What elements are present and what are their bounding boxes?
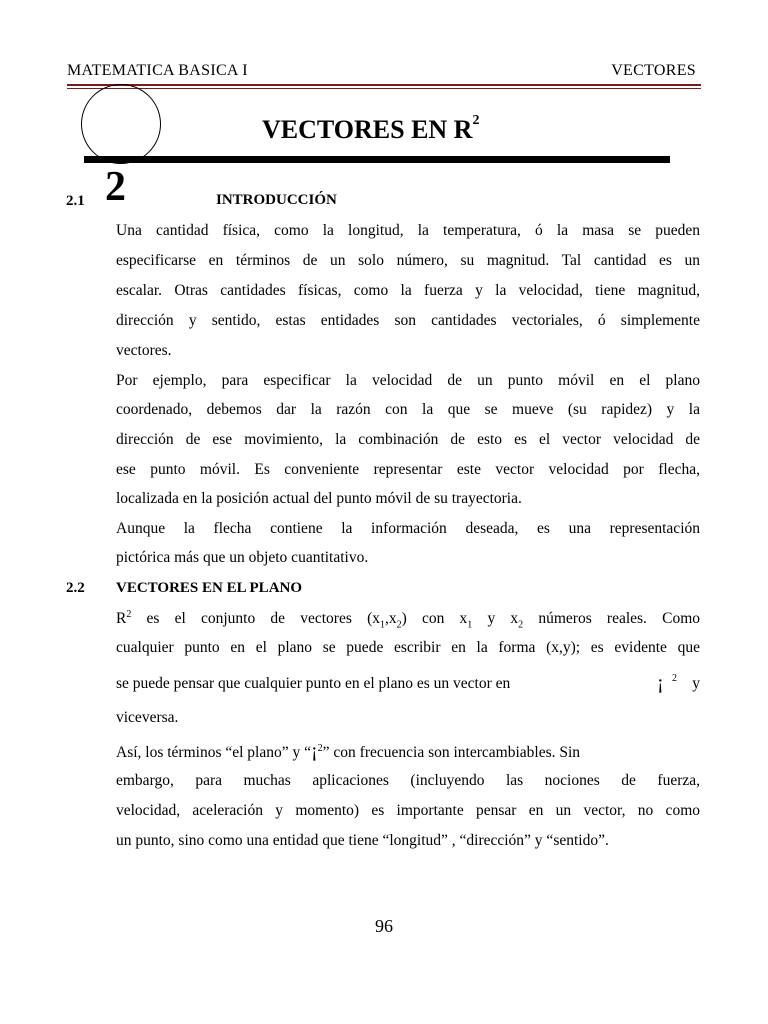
paragraph-line: vectores. — [116, 342, 172, 359]
text-run: y — [692, 675, 700, 692]
header-rule — [67, 84, 701, 86]
text-run: números reales. Como — [523, 610, 700, 628]
paragraph-line: cualquier punto en el plano se puede escribir en la forma (x,y); es evidente que — [116, 639, 700, 656]
chapter-number: 2 — [105, 164, 126, 210]
section-heading: VECTORES EN EL PLANO — [116, 580, 303, 596]
r2-symbol: ¡ — [657, 672, 664, 694]
paragraph-line: Por ejemplo, para especificar la velocidad de un punto móvil en el plano — [116, 372, 700, 389]
header-left: MATEMATICA BASICA I — [67, 62, 248, 79]
text-run: Así, los términos “el plano” y “ — [116, 744, 311, 761]
subscript: 1 — [379, 619, 385, 631]
paragraph-line: escalar. Otras cantidades físicas, como la fuerza y la velocidad, tiene magnitud, — [116, 282, 700, 299]
text-run: ” con frecuencia son intercambiables. Sin — [322, 744, 581, 761]
chapter-title — [262, 115, 479, 145]
section-heading: INTRODUCCIÓN — [216, 192, 337, 208]
subscript: 2 — [518, 619, 524, 631]
paragraph-line: pictórica más que un objeto cuantitativo. — [116, 549, 369, 566]
section-number: 2.1 — [66, 193, 85, 209]
subscript: 1 — [467, 619, 473, 631]
header-rule-thin — [67, 88, 701, 89]
paragraph-line: viceversa. — [116, 709, 179, 726]
paragraph-line — [116, 609, 700, 630]
superscript: 2 — [317, 742, 323, 754]
paragraph-line: un punto, sino como una entidad que tiene “longitud” , “dirección” y “sentido”. — [116, 832, 609, 849]
paragraph-line: localizada en la posición actual del punto móvil de su trayectoria. — [116, 490, 522, 507]
text-run: ,x — [384, 610, 397, 628]
superscript: 2 — [672, 673, 677, 684]
text-run: es el conjunto de vectores (x — [131, 610, 380, 628]
chapter-bar — [84, 156, 670, 163]
paragraph-line: Una cantidad física, como la longitud, la temperatura, ó la masa se pueden — [116, 222, 700, 239]
paragraph-line: especificarse en términos de un solo número, su magnitud. Tal cantidad es un — [116, 252, 700, 269]
r-symbol: R — [116, 610, 127, 628]
subscript: 2 — [396, 619, 402, 631]
paragraph-line: Aunque la flecha contiene la información deseada, es una representación — [116, 520, 700, 537]
section-number: 2.2 — [66, 580, 85, 596]
chapter-title-sup: 2 — [472, 113, 480, 128]
paragraph-line: ese punto móvil. Es conveniente representar este vector velocidad por flecha, — [116, 461, 700, 478]
paragraph-line — [116, 740, 700, 763]
text-run: y x — [472, 610, 519, 628]
text-run: se puede pensar que cualquier punto en el plano es un vector en — [116, 675, 511, 692]
paragraph-line: velocidad, aceleración y momento) es importante pensar en un vector, no como — [116, 802, 700, 819]
page-number: 96 — [375, 916, 393, 936]
text-run: ) con x — [401, 610, 468, 628]
paragraph-line: dirección y sentido, estas entidades son cantidades vectoriales, ó simplemente — [116, 312, 700, 329]
chapter-title-text: VECTORES EN R — [262, 115, 473, 144]
paragraph-line: coordenado, debemos dar la razón con la que se mueve (su rapidez) y la — [116, 401, 700, 418]
paragraph-line — [116, 672, 700, 694]
paragraph-line: embargo, para muchas aplicaciones (incluyendo las nociones de fuerza, — [116, 772, 700, 789]
chapter-circle — [81, 84, 161, 164]
header-right: VECTORES — [611, 62, 696, 79]
superscript: 2 — [126, 609, 132, 620]
r2-symbol: ¡ — [311, 740, 318, 762]
paragraph-line: dirección de ese movimiento, la combinación de esto es el vector velocidad de — [116, 431, 700, 448]
